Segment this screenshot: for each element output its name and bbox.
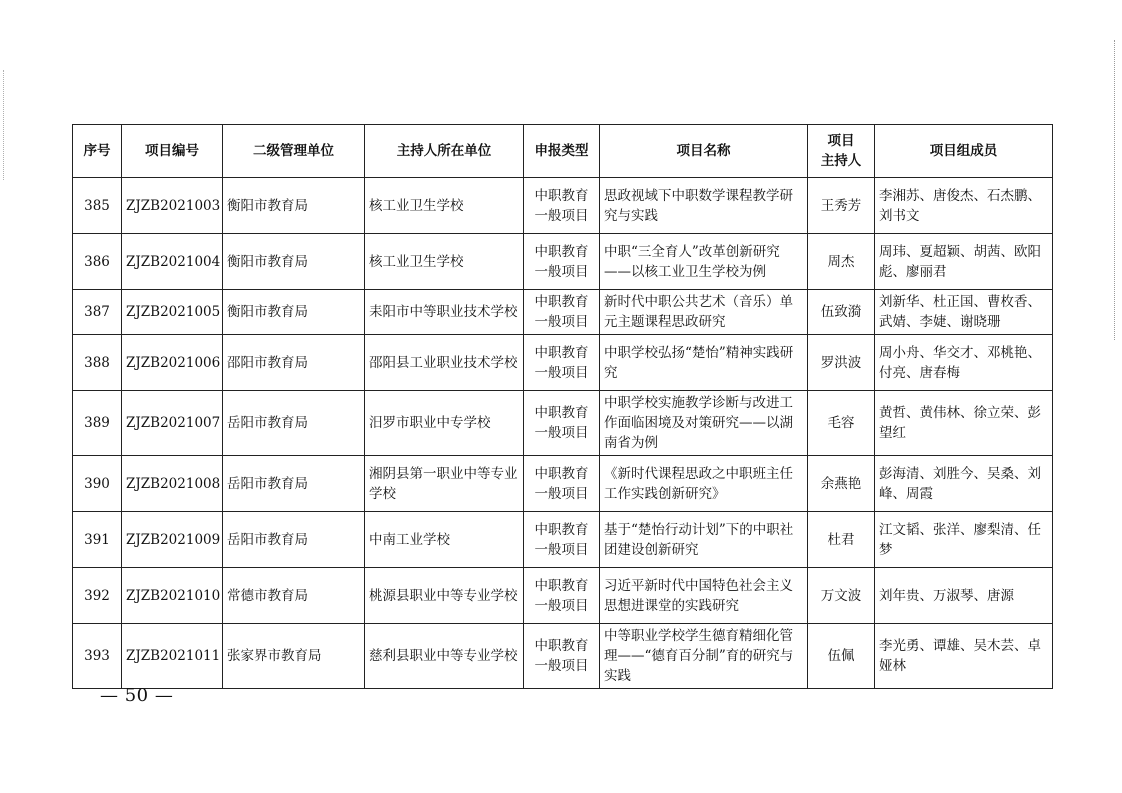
cell-project-code: ZJZB2021005 <box>122 290 223 335</box>
table-row <box>73 178 1053 234</box>
cell-project-host: 毛容 <box>808 391 875 456</box>
cell-project-code: ZJZB2021008 <box>122 456 223 512</box>
cell-team-members: 周玮、夏超颖、胡茜、欧阳彪、廖丽君 <box>875 234 1053 290</box>
cell-team-members: 周小舟、华交才、邓桃艳、付亮、唐春梅 <box>875 335 1053 391</box>
cell-project-host: 万文波 <box>808 568 875 624</box>
header-project-host-line1: 项目 <box>827 133 855 149</box>
cell-management-unit: 衡阳市教育局 <box>223 234 365 290</box>
cell-seq: 393 <box>73 624 122 689</box>
cell-management-unit: 常德市教育局 <box>223 568 365 624</box>
cell-project-name: 习近平新时代中国特色社会主义思想进课堂的实践研究 <box>600 568 808 624</box>
cell-management-unit: 岳阳市教育局 <box>223 391 365 456</box>
cell-application-type: 中职教育一般项目 <box>524 568 600 624</box>
cell-seq: 385 <box>73 178 122 234</box>
table-header-row <box>73 125 1053 178</box>
cell-seq: 387 <box>73 290 122 335</box>
cell-host-organization: 慈利县职业中等专业学校 <box>365 624 524 689</box>
cell-project-code: ZJZB2021011 <box>122 624 223 689</box>
cell-host-organization: 邵阳县工业职业技术学校 <box>365 335 524 391</box>
header-host-organization: 主持人所在单位 <box>365 125 524 178</box>
cell-host-organization: 中南工业学校 <box>365 512 524 568</box>
cell-management-unit: 衡阳市教育局 <box>223 290 365 335</box>
cell-host-organization: 耒阳市中等职业技术学校 <box>365 290 524 335</box>
header-seq: 序号 <box>73 125 122 178</box>
cell-application-type: 中职教育一般项目 <box>524 234 600 290</box>
cell-project-host: 周杰 <box>808 234 875 290</box>
header-project-code: 项目编号 <box>122 125 223 178</box>
header-project-host <box>808 125 875 178</box>
scan-margin-marks-left <box>3 70 6 180</box>
cell-team-members: 彭海清、刘胜今、吴桑、刘峰、周霞 <box>875 456 1053 512</box>
project-list-table <box>72 124 1053 689</box>
cell-project-host: 伍致漪 <box>808 290 875 335</box>
cell-team-members: 黄哲、黄伟林、徐立荣、彭望红 <box>875 391 1053 456</box>
cell-host-organization: 湘阴县第一职业中等专业学校 <box>365 456 524 512</box>
cell-project-code: ZJZB2021009 <box>122 512 223 568</box>
header-project-host-line2: 主持人 <box>820 153 862 169</box>
cell-seq: 392 <box>73 568 122 624</box>
table-row <box>73 335 1053 391</box>
cell-project-name: 中职学校实施教学诊断与改进工作面临困境及对策研究——以湖南省为例 <box>600 391 808 456</box>
header-application-type: 申报类型 <box>524 125 600 178</box>
cell-host-organization: 核工业卫生学校 <box>365 234 524 290</box>
cell-host-organization: 桃源县职业中等专业学校 <box>365 568 524 624</box>
cell-project-name: 中职学校弘扬“楚怡”精神实践研究 <box>600 335 808 391</box>
cell-project-name: 中等职业学校学生德育精细化管理——“德育百分制”育的研究与实践 <box>600 624 808 689</box>
cell-application-type: 中职教育一般项目 <box>524 456 600 512</box>
table-row <box>73 568 1053 624</box>
cell-management-unit: 岳阳市教育局 <box>223 512 365 568</box>
cell-project-name: 新时代中职公共艺术（音乐）单元主题课程思政研究 <box>600 290 808 335</box>
cell-seq: 388 <box>73 335 122 391</box>
cell-seq: 386 <box>73 234 122 290</box>
cell-project-host: 罗洪波 <box>808 335 875 391</box>
cell-management-unit: 张家界市教育局 <box>223 624 365 689</box>
cell-application-type: 中职教育一般项目 <box>524 335 600 391</box>
cell-team-members: 刘年贵、万淑琴、唐源 <box>875 568 1053 624</box>
cell-project-name: 《新时代课程思政之中职班主任工作实践创新研究》 <box>600 456 808 512</box>
cell-application-type: 中职教育一般项目 <box>524 178 600 234</box>
table-row <box>73 391 1053 456</box>
cell-host-organization: 核工业卫生学校 <box>365 178 524 234</box>
cell-project-code: ZJZB2021004 <box>122 234 223 290</box>
cell-project-name: 思政视域下中职数学课程教学研究与实践 <box>600 178 808 234</box>
table-row <box>73 624 1053 689</box>
cell-project-name: 基于“楚怡行动计划”下的中职社团建设创新研究 <box>600 512 808 568</box>
cell-project-name: 中职“三全育人”改革创新研究——以核工业卫生学校为例 <box>600 234 808 290</box>
cell-management-unit: 衡阳市教育局 <box>223 178 365 234</box>
cell-application-type: 中职教育一般项目 <box>524 391 600 456</box>
header-team-members: 项目组成员 <box>875 125 1053 178</box>
cell-application-type: 中职教育一般项目 <box>524 624 600 689</box>
cell-project-code: ZJZB2021007 <box>122 391 223 456</box>
header-project-name: 项目名称 <box>600 125 808 178</box>
cell-project-host: 伍佩 <box>808 624 875 689</box>
header-management-unit: 二级管理单位 <box>223 125 365 178</box>
cell-team-members: 刘新华、杜正国、曹枚香、武婧、李婕、谢晓珊 <box>875 290 1053 335</box>
scan-margin-marks <box>1114 40 1118 340</box>
cell-application-type: 中职教育一般项目 <box>524 512 600 568</box>
cell-project-code: ZJZB2021006 <box>122 335 223 391</box>
cell-application-type: 中职教育一般项目 <box>524 290 600 335</box>
table-row <box>73 234 1053 290</box>
cell-project-code: ZJZB2021003 <box>122 178 223 234</box>
cell-seq: 391 <box>73 512 122 568</box>
cell-project-code: ZJZB2021010 <box>122 568 223 624</box>
page-number: — 50 — <box>100 685 174 706</box>
cell-team-members: 李湘苏、唐俊杰、石杰鹏、刘书文 <box>875 178 1053 234</box>
cell-management-unit: 岳阳市教育局 <box>223 456 365 512</box>
cell-host-organization: 汨罗市职业中专学校 <box>365 391 524 456</box>
cell-seq: 389 <box>73 391 122 456</box>
table-row <box>73 290 1053 335</box>
table-row <box>73 512 1053 568</box>
cell-seq: 390 <box>73 456 122 512</box>
table-row <box>73 456 1053 512</box>
cell-team-members: 江文韬、张洋、廖梨清、任梦 <box>875 512 1053 568</box>
cell-management-unit: 邵阳市教育局 <box>223 335 365 391</box>
cell-project-host: 杜君 <box>808 512 875 568</box>
cell-project-host: 余燕艳 <box>808 456 875 512</box>
cell-team-members: 李光勇、谭雄、吴木芸、卓娅林 <box>875 624 1053 689</box>
cell-project-host: 王秀芳 <box>808 178 875 234</box>
